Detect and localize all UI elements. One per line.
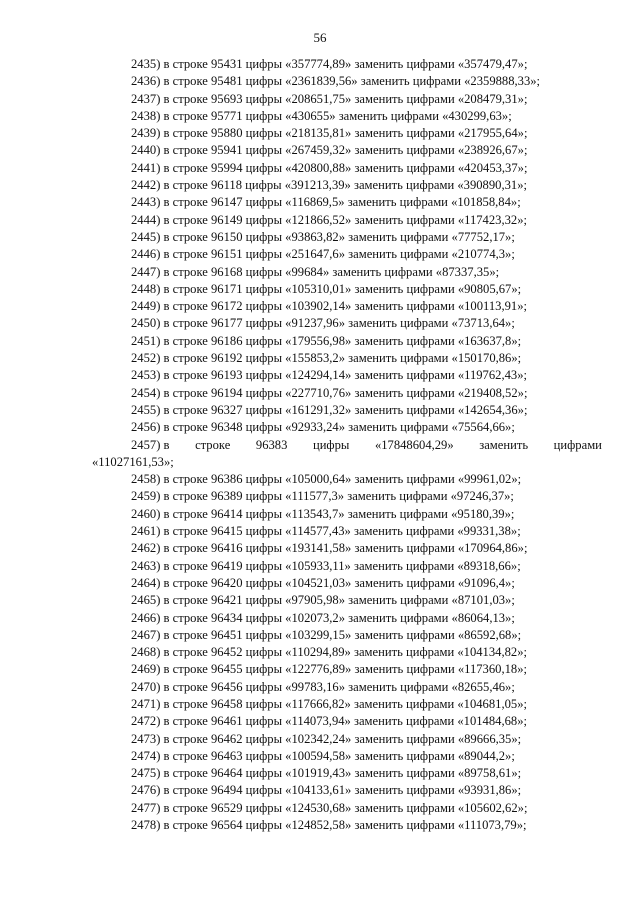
amendment-item-wrapped: [92, 437, 602, 454]
amendment-item: 2470) в строке 96456 цифры «99783,16» заменить цифрами «82655,46»;: [131, 679, 515, 694]
amendment-word: «17848604,29»: [374, 437, 454, 452]
amendment-item: 2443) в строке 96147 цифры «116869,5» заменить цифрами «101858,84»;: [131, 195, 521, 210]
amendment-item: 2464) в строке 96420 цифры «104521,03» заменить цифрами «91096,4»;: [131, 575, 515, 590]
amendment-group-after: [92, 471, 602, 834]
amendment-item: 2458) в строке 96386 цифры «105000,64» заменить цифрами «99961,02»;: [131, 472, 522, 487]
amendment-item: 2444) в строке 96149 цифры «121866,52» заменить цифрами «117423,32»;: [131, 212, 527, 227]
amendment-item: 2447) в строке 96168 цифры «99684» заменить цифрами «87337,35»;: [131, 264, 500, 279]
amendment-item: 2467) в строке 96451 цифры «103299,15» заменить цифрами «86592,68»;: [131, 627, 522, 642]
amendment-item: 2438) в строке 95771 цифры «430655» заменить цифрами «430299,63»;: [131, 108, 512, 123]
amendment-item: 2451) в строке 96186 цифры «179556,98» заменить цифрами «163637,8»;: [131, 333, 522, 348]
amendment-item: 2456) в строке 96348 цифры «92933,24» заменить цифрами «75564,66»;: [131, 420, 515, 435]
amendment-item: 2478) в строке 96564 цифры «124852,58» заменить цифрами «111073,79»;: [131, 818, 527, 833]
amendment-item: 2441) в строке 95994 цифры «420800,88» заменить цифрами «420453,37»;: [131, 160, 528, 175]
amendment-item: 2455) в строке 96327 цифры «161291,32» заменить цифрами «142654,36»;: [131, 402, 528, 417]
amendment-item: 2440) в строке 95941 цифры «267459,32» заменить цифрами «238926,67»;: [131, 143, 528, 158]
amendment-item: 2463) в строке 96419 цифры «105933,11» заменить цифрами «89318,66»;: [131, 558, 521, 573]
amendment-item: 2472) в строке 96461 цифры «114073,94» заменить цифрами «101484,68»;: [131, 714, 527, 729]
amendment-word: цифры: [312, 437, 350, 452]
amendment-item: 2462) в строке 96416 цифры «193141,58» заменить цифрами «170964,86»;: [131, 541, 528, 556]
page-number: 56: [313, 30, 327, 45]
amendment-item: 2445) в строке 96150 цифры «93863,82» заменить цифрами «77752,17»;: [131, 229, 515, 244]
amendment-item: 2439) в строке 95880 цифры «218135,81» заменить цифрами «217955,64»;: [131, 126, 528, 141]
amendment-item-continuation: «11027161,53»;: [92, 454, 174, 469]
amendment-item: 2450) в строке 96177 цифры «91237,96» заменить цифрами «73713,64»;: [131, 316, 515, 331]
amendment-word: 2457) в: [131, 437, 170, 452]
amendment-item: 2476) в строке 96494 цифры «104133,61» заменить цифрами «93931,86»;: [131, 783, 522, 798]
amendment-group-before: [92, 56, 602, 437]
amendment-item: 2446) в строке 96151 цифры «251647,6» заменить цифрами «210774,3»;: [131, 247, 515, 262]
amendment-item: 2473) в строке 96462 цифры «102342,24» заменить цифрами «89666,35»;: [131, 731, 522, 746]
amendment-item: 2437) в строке 95693 цифры «208651,75» заменить цифрами «208479,31»;: [131, 91, 528, 106]
amendment-word: строке: [195, 437, 231, 452]
amendment-item: 2474) в строке 96463 цифры «100594,58» заменить цифрами «89044,2»;: [131, 748, 515, 763]
amendment-item: 2477) в строке 96529 цифры «124530,68» заменить цифрами «105602,62»;: [131, 800, 528, 815]
amendment-word: 96383: [255, 437, 288, 452]
amendment-item: 2452) в строке 96192 цифры «155853,2» заменить цифрами «150170,86»;: [131, 351, 522, 366]
amendment-list: [92, 56, 602, 834]
amendment-item: 2460) в строке 96414 цифры «113543,7» заменить цифрами «95180,39»;: [131, 506, 515, 521]
amendment-item: 2468) в строке 96452 цифры «110294,89» заменить цифрами «104134,82»;: [131, 645, 527, 660]
amendment-item: 2442) в строке 96118 цифры «391213,39» заменить цифрами «390890,31»;: [131, 178, 527, 193]
amendment-item: 2459) в строке 96389 цифры «111577,3» заменить цифрами «97246,37»;: [131, 489, 514, 504]
amendment-item: 2454) в строке 96194 цифры «227710,76» заменить цифрами «219408,52»;: [131, 385, 528, 400]
amendment-item: 2435) в строке 95431 цифры «357774,89» заменить цифрами «357479,47»;: [131, 57, 528, 71]
amendment-word: цифрами: [553, 437, 602, 452]
amendment-item: 2475) в строке 96464 цифры «101919,43» заменить цифрами «89758,61»;: [131, 766, 522, 781]
amendment-item: 2466) в строке 96434 цифры «102073,2» заменить цифрами «86064,13»;: [131, 610, 515, 625]
amendment-item: 2469) в строке 96455 цифры «122776,89» заменить цифрами «117360,18»;: [131, 662, 527, 677]
amendment-item: 2448) в строке 96171 цифры «105310,01» заменить цифрами «90805,67»;: [131, 281, 522, 296]
amendment-item: 2465) в строке 96421 цифры «97905,98» заменить цифрами «87101,03»;: [131, 593, 515, 608]
amendment-item: 2449) в строке 96172 цифры «103902,14» заменить цифрами «100113,91»;: [131, 299, 527, 314]
amendment-item: 2453) в строке 96193 цифры «124294,14» заменить цифрами «119762,43»;: [131, 368, 527, 383]
amendment-word: заменить: [479, 437, 529, 452]
amendment-item: 2471) в строке 96458 цифры «117666,82» заменить цифрами «104681,05»;: [131, 696, 527, 711]
amendment-item: 2436) в строке 95481 цифры «2361839,56» заменить цифрами «2359888,33»;: [131, 74, 541, 89]
amendment-item: 2461) в строке 96415 цифры «114577,43» заменить цифрами «99331,38»;: [131, 524, 521, 539]
